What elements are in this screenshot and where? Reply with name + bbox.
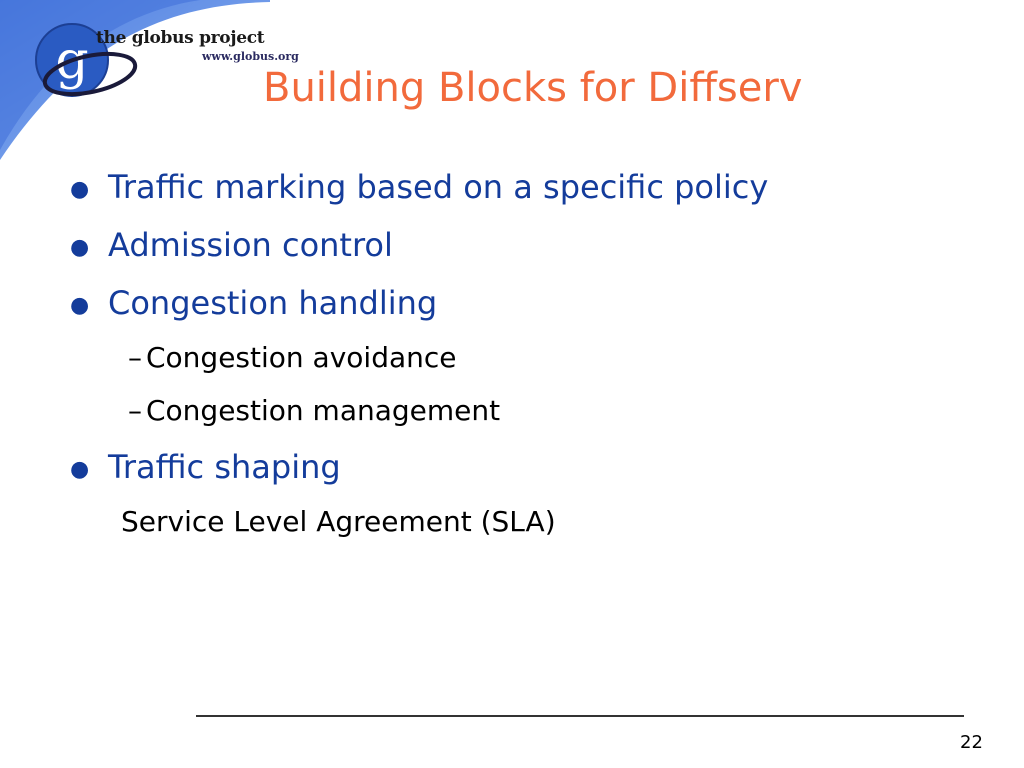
- bullet-item: [70, 448, 341, 486]
- bullet-text: Traffic marking based on a specific policy: [108, 168, 769, 206]
- sub-bullet-item: [128, 396, 500, 427]
- sub-bullet-text: Congestion management: [146, 394, 501, 427]
- bullet-text: Congestion handling: [108, 284, 438, 322]
- bullet-dot-icon: ●: [70, 457, 90, 482]
- bullet-text: Traffic shaping: [108, 448, 341, 486]
- logo-url: www.globus.org: [202, 50, 299, 63]
- logo-name: the globus project: [96, 28, 265, 48]
- footer-divider: [196, 715, 964, 717]
- bullet-dot-icon: ●: [70, 235, 90, 260]
- sub-bullet-item: [128, 343, 457, 374]
- dash-icon: –: [128, 341, 142, 374]
- bullet-item: [70, 226, 393, 264]
- sub-bullet-text: Congestion avoidance: [146, 341, 457, 374]
- page-number: 22: [960, 732, 983, 753]
- bullet-dot-icon: ●: [70, 177, 90, 202]
- slide-title: Building Blocks for Diffserv: [263, 65, 803, 111]
- dash-icon: –: [128, 394, 142, 427]
- sla-note: Service Level Agreement (SLA): [121, 505, 556, 538]
- bullet-text: Admission control: [108, 226, 393, 264]
- logo-glyph: g: [55, 31, 89, 91]
- bullet-item: [70, 168, 769, 206]
- bullet-item: [70, 284, 438, 322]
- bullet-dot-icon: ●: [70, 293, 90, 318]
